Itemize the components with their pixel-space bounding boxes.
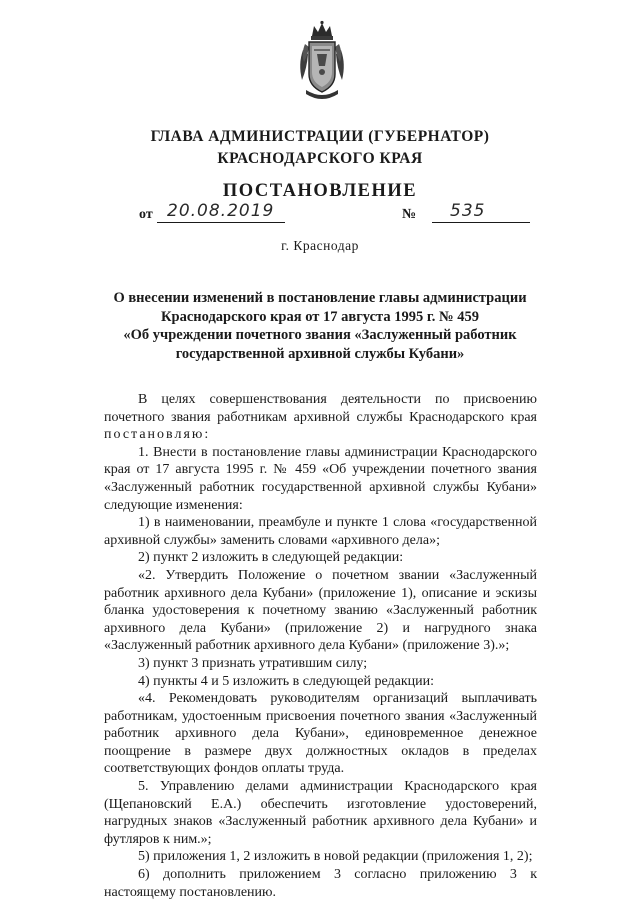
date-label: от — [139, 207, 153, 222]
city-label: г. Краснодар — [281, 238, 359, 253]
number-label: № — [402, 207, 417, 222]
paragraph-quote-2: «2. Утвердить Положение о почетном звании «Заслуженный работник архивного дела Кубани» (приложение 1), описание и эскизы бланка удостоверения к почетному званию «Заслуженный работник архивного дела Кубани» (приложение 2) и нагрудного знака «Заслуженный работник архивного дела Кубани» (приложение 3).»; — [104, 567, 537, 654]
decree-word: постановляю: — [104, 427, 211, 443]
number-field — [402, 201, 542, 226]
document-type: ПОСТАНОВЛЕНИЕ — [222, 181, 418, 201]
org-title-line1: ГЛАВА АДМИНИСТРАЦИИ (ГУБЕРНАТОР) — [150, 128, 490, 145]
paragraph-subitem-5: 5) приложения 1, 2 изложить в новой редакции (приложения 1, 2); — [138, 849, 533, 865]
org-title-line2: КРАСНОДАРСКОГО КРАЯ — [217, 150, 423, 167]
paragraph-subitem-1: 1) в наименовании, преамбуле и пункте 1 слова «государственной архивной службы» заменить словами «архивного дела»; — [104, 515, 537, 548]
preamble-text: В целях совершенствования деятельности по присвоению почетного звания работникам архивной службы Краснодарского края — [104, 392, 537, 425]
subject-line4: государственной архивной службы Кубани» — [175, 345, 465, 362]
document-subject — [80, 289, 560, 363]
date-underline — [157, 222, 285, 223]
paragraph-subitem-2: 2) пункт 2 изложить в следующей редакции: — [138, 550, 404, 566]
subject-line3: «Об учреждении почетного звания «Заслуженный работник — [123, 327, 517, 343]
document-body — [104, 391, 537, 901]
number-underline — [432, 222, 530, 223]
paragraph-quote-4: «4. Рекомендовать руководителям организаций выплачивать работникам, удостоенным присвоения почетного звания «Заслуженный работник архивного дела Кубани», единовременное денежное поощрение в размере двух должностных окладов в пределах соответствующих фондов оплаты труда. — [104, 691, 537, 777]
paragraph-subitem-6: 6) дополнить приложением 3 согласно приложению 3 к настоящему постановлению. — [104, 867, 537, 900]
coat-of-arms-icon — [297, 20, 347, 104]
subject-line1: О внесении изменений в постановление главы администрации — [113, 290, 527, 306]
paragraph-subitem-4: 4) пункты 4 и 5 изложить в следующей редакции: — [138, 673, 435, 689]
paragraph-item-1: 1. Внести в постановление главы администрации Краснодарского края от 17 августа 1995 г. № 459 «Об учреждении почетного звания «Заслуженный работник государственной архивной службы Кубани» следующие изменения: — [104, 444, 537, 513]
paragraph-quote-5: 5. Управлению делами администрации Краснодарского края (Щепановский Е.А.) обеспечить изготовление удостоверений, нагрудных знаков «Заслуженный работник архивного дела Кубани» и футляров к ним.»; — [104, 779, 537, 847]
number-value: 535 — [450, 201, 486, 221]
paragraph-subitem-3: 3) пункт 3 признать утратившим силу; — [138, 655, 368, 671]
date-value: 20.08.2019 — [167, 201, 275, 221]
subject-line2: Краснодарского края от 17 августа 1995 г. № 459 — [161, 308, 479, 325]
date-field — [139, 201, 289, 226]
paragraph-preamble — [104, 391, 537, 444]
